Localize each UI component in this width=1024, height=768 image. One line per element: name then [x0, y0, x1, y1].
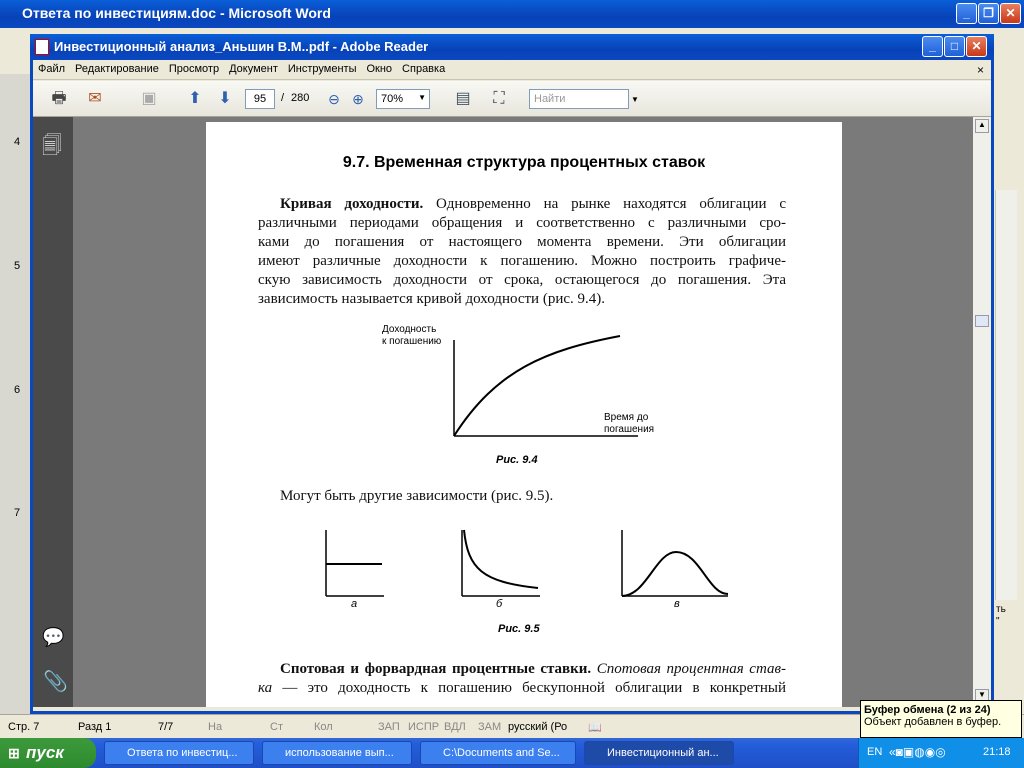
close-document-icon[interactable]: × [977, 63, 985, 77]
menu-document[interactable]: Документ [229, 63, 278, 75]
clipboard-title: Буфер обмена (2 из 24) [864, 704, 991, 716]
attachment-icon[interactable]: 📎 [43, 671, 68, 693]
ruler-mark: 7 [14, 507, 21, 519]
status-overtype[interactable]: ЗАМ [478, 721, 502, 733]
menu-edit[interactable]: Редактирование [75, 63, 159, 75]
word-right-text: ть [996, 604, 1006, 615]
status-track[interactable]: ИСПР [408, 721, 440, 733]
adobe-close-button[interactable]: ✕ [966, 36, 987, 57]
zoom-out-icon[interactable]: ⊖ [328, 91, 340, 107]
paragraph-line [258, 679, 786, 698]
ruler-mark: 5 [14, 260, 21, 272]
subfigure-label-a: а [351, 598, 358, 610]
adobe-toolbar [33, 81, 991, 117]
taskbar-explorer[interactable]: C:\Documents and Se... [420, 741, 576, 765]
paragraph-text: — это доходность к погашению бескупонной облигации в конкретный [272, 680, 786, 696]
inverted-curve [464, 530, 538, 588]
y-axis-label-line: Доходность [382, 324, 437, 335]
paragraph-line: имеют различные доходности к погашению. Можно построить графиче- [258, 253, 786, 269]
page-number-input[interactable]: 95 [245, 89, 275, 109]
pages-icon[interactable]: 🗐 [42, 135, 62, 157]
paragraph-line: скую зависимость доходности от срока, остающегося до погашения. Эта [258, 272, 786, 288]
start-button[interactable] [0, 738, 96, 768]
menu-window[interactable]: Окно [366, 63, 393, 75]
clock: 21:18 [983, 746, 1011, 758]
word-right-text: " [996, 616, 1000, 627]
clipboard-message: Объект добавлен в буфер. [864, 716, 1002, 728]
search-options-icon[interactable]: ▼ [631, 95, 639, 104]
clipboard-notification[interactable] [860, 700, 1022, 738]
next-page-icon[interactable]: ⬇ [218, 90, 232, 107]
term-bold: Спотовая и форвардная процентные ставки. [280, 661, 592, 677]
paragraph-line: Могут быть другие зависимости (рис. 9.5). [280, 488, 554, 504]
previous-page-icon[interactable]: ⬆ [188, 90, 202, 107]
paragraph-line: зависимость называется кривой доходности (рис. 9.4). [258, 291, 606, 307]
word-window-title: Ответа по инвестициям.doc - Microsoft Word [22, 5, 331, 21]
search-input[interactable]: Найти [529, 89, 629, 109]
adobe-menu-bar [33, 60, 991, 80]
start-label: пуск [26, 743, 64, 762]
scroll-thumb[interactable] [975, 315, 989, 327]
adobe-title-bar[interactable] [30, 34, 994, 60]
tray-icons[interactable]: «◙▣◍◉◎ [889, 745, 946, 759]
status-line: Ст [270, 721, 283, 733]
y-axis-label-line: к погашению [382, 336, 442, 347]
x-axis-label-line: погашения [604, 424, 655, 435]
taskbar-word[interactable]: Ответа по инвестиц... [104, 741, 254, 765]
status-at: На [208, 721, 223, 733]
status-record[interactable]: ЗАП [378, 721, 400, 733]
menu-file[interactable]: Файл [38, 63, 66, 75]
scroll-up-icon[interactable]: ▲ [975, 119, 989, 133]
windows-logo-icon: ⊞ [8, 745, 20, 761]
term-italic: ка [258, 680, 273, 696]
adobe-minimize-button[interactable]: _ [922, 36, 943, 57]
word-vertical-scrollbar[interactable] [995, 190, 1017, 600]
adobe-vertical-scrollbar[interactable] [973, 117, 991, 707]
y-axis-label [382, 324, 441, 348]
adobe-navigation-pane [33, 117, 73, 707]
zoom-value: 70% [381, 93, 404, 105]
pdf-page [206, 122, 842, 707]
status-pages: 7/7 [158, 721, 174, 733]
zoom-in-icon[interactable]: ⊕ [352, 91, 364, 107]
paragraph-line: ками до погашения от настоящего момента времени. Эти облигации [258, 234, 786, 250]
menu-help[interactable]: Справка [402, 63, 446, 75]
paragraph-line: различными периодами обращения и соответственно с различными сро- [258, 215, 786, 231]
x-axis-label [604, 412, 654, 436]
pdf-icon [35, 39, 49, 55]
taskbar-adobe-reader[interactable]: Инвестиционный ан... [584, 741, 734, 765]
yield-curve [454, 336, 620, 436]
email-icon[interactable]: ✉ [88, 90, 102, 107]
ruler-mark: 6 [14, 384, 21, 396]
figure-caption: Рис. 9.4 [496, 454, 538, 466]
paragraph-line [280, 660, 786, 679]
zoom-select[interactable] [376, 89, 430, 109]
adobe-maximize-button[interactable]: □ [944, 36, 965, 57]
language-indicator[interactable]: EN [867, 746, 883, 758]
word-vertical-ruler [0, 74, 30, 714]
spelling-icon[interactable]: 📖 [588, 722, 602, 734]
status-page: Стр. 7 [8, 721, 40, 733]
humped-curve [622, 552, 728, 596]
fit-page-icon[interactable]: ▤ [455, 90, 471, 107]
status-col: Кол [314, 721, 333, 733]
paragraph-line [280, 195, 786, 214]
subfigure-label-c: в [674, 598, 680, 610]
taskbar-firefox[interactable]: использование вып... [262, 741, 412, 765]
scroll-down-icon[interactable]: ▼ [975, 689, 989, 703]
status-section: Разд 1 [78, 721, 112, 733]
word-title-bar[interactable] [0, 0, 1024, 28]
page-separator: / [281, 92, 285, 104]
term-italic: Спотовая процентная став- [591, 661, 786, 677]
system-tray [858, 738, 1024, 768]
comments-icon[interactable]: 💬 [42, 627, 65, 647]
adobe-window-title: Инвестиционный анализ_Аньшин В.М..pdf - Adobe Reader [54, 39, 429, 54]
x-axis-label-line: Время до [604, 412, 649, 423]
word-minimize-button[interactable]: _ [956, 3, 977, 24]
figure-9-5-curve-shapes [316, 524, 736, 604]
word-restore-button[interactable]: ❐ [978, 3, 999, 24]
ruler-mark: 4 [14, 136, 21, 148]
paragraph-text: Одновременно на рынке находятся облигации с [423, 196, 787, 212]
subfigure-label-b: б [496, 598, 503, 610]
print-icon[interactable]: 🖶 [51, 90, 67, 107]
word-close-button[interactable]: ✕ [1000, 3, 1021, 24]
section-heading: 9.7. Временная структура процентных ставок [342, 154, 706, 171]
status-extend[interactable]: ВДЛ [444, 721, 466, 733]
page-total: 280 [291, 92, 310, 104]
status-language: русский (Ро [508, 721, 568, 733]
figure-caption: Рис. 9.5 [498, 623, 540, 635]
chevron-down-icon: ▼ [418, 93, 426, 102]
term-bold: Кривая доходности. [280, 196, 424, 212]
menu-tools[interactable]: Инструменты [287, 63, 357, 75]
fit-width-icon[interactable]: ⛶ [493, 90, 505, 107]
comment-icon[interactable]: ▣ [141, 90, 157, 107]
menu-view[interactable]: Просмотр [168, 63, 220, 75]
